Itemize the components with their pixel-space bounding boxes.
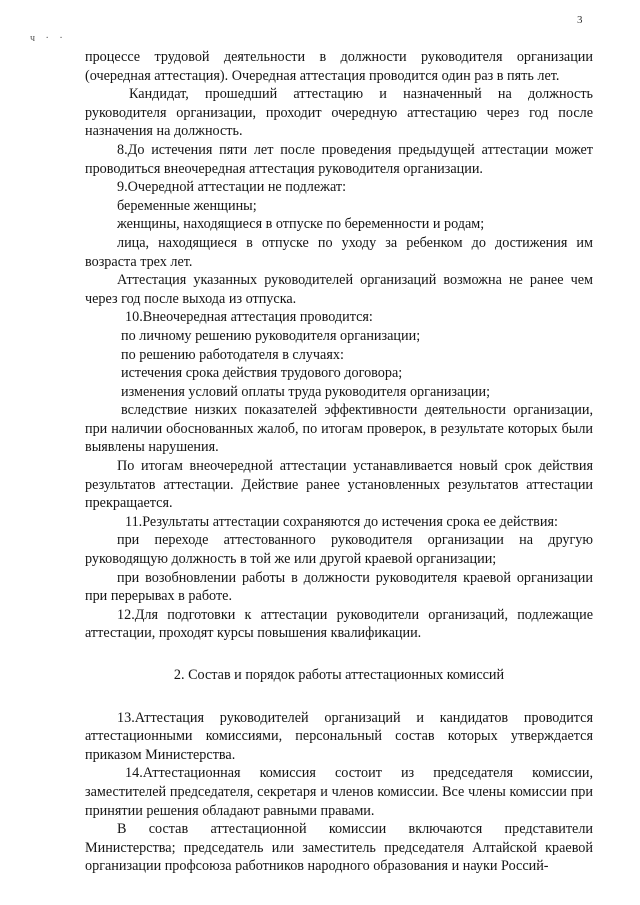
page-number: 3 <box>577 14 583 26</box>
paragraph-p8: 8.До истечения пяти лет после проведения предыдущей аттестации может проводиться внеочередная аттестация руководителя организации. <box>85 141 593 177</box>
paragraph-p-cont: процессе трудовой деятельности в должности руководителя организации (очередная аттестация). Очередная аттестация проводится один раз в пять лет. <box>85 49 593 84</box>
paragraph-p12: 12.Для подготовки к аттестации руководители организаций, подлежащие аттестации, проходят курсы повышения квалификации. <box>85 606 593 642</box>
document-body <box>85 48 593 876</box>
paragraph-p9-d: Аттестация указанных руководителей организаций возможна не ранее чем через год после выхода из отпуска. <box>85 272 593 307</box>
paragraph-p10: 10.Внеочередная аттестация проводится: <box>125 309 373 326</box>
paragraph-p10-b: по решению работодателя в случаях: <box>121 346 344 363</box>
paragraph-p10-c: истечения срока действия трудового договора; <box>121 365 403 382</box>
paragraph-p11: 11.Результаты аттестации сохраняются до истечения срока ее действия: <box>125 513 558 530</box>
paragraph-p9-b: женщины, находящиеся в отпуске по беременности и родам; <box>117 216 485 233</box>
paragraphs-bottom <box>85 709 593 876</box>
paragraph-p10-f: По итогам внеочередной аттестации устанавливается новый срок действия результатов аттестации. Действие ранее установленных результатов аттестации прекращается. <box>85 458 593 512</box>
paragraph-p9-a: беременные женщины; <box>117 197 257 214</box>
paragraph-p14: 14.Аттестационная комиссия состоит из председателя комиссии, заместителей председателя, секретаря и членов комиссии. Все члены комиссии при принятии решения обладают равными правами. <box>85 765 593 819</box>
paragraph-p9: 9.Очередной аттестации не подлежат: <box>117 179 347 196</box>
scan-marks: ч · · <box>30 33 67 44</box>
section-heading: 2. Состав и порядок работы аттестационных комиссий <box>173 667 505 683</box>
paragraphs-top <box>85 48 593 643</box>
paragraph-p13: 13.Аттестация руководителей организаций и кандидатов проводится аттестационными комиссиями, персональный состав которых утверждается приказом Министерства. <box>85 709 593 763</box>
paragraph-p11-b: при возобновлении работы в должности руководителя краевой организации при перерывах в работе. <box>85 569 593 605</box>
paragraph-p14-b: В состав аттестационной комиссии включаются представители Министерства; председатель или заместитель председателя Алтайской краевой организации профсоюза работников народного образования и науки Россий- <box>85 821 593 875</box>
paragraph-p10-a: по личному решению руководителя организации; <box>121 327 421 344</box>
paragraph-p10-e: вследствие низких показателей эффективности деятельности организации, при наличии обоснованных жалоб, по итогам проверок, в результате которых были выявлены нарушения. <box>85 402 593 456</box>
paragraph-p10-d: изменения условий оплаты труда руководителя организации; <box>121 383 491 400</box>
paragraph-p9-c: лица, находящиеся в отпуске по уходу за ребенком до достижения им возраста трех лет. <box>85 234 593 270</box>
paragraph-p-candidate: Кандидат, прошедший аттестацию и назначенный на должность руководителя организации, проходит очередную аттестацию через год после назначения на должность. <box>85 86 593 140</box>
paragraph-p11-a: при переходе аттестованного руководителя организации на другую руководящую должность в той же или другой краевой организации; <box>85 532 593 568</box>
